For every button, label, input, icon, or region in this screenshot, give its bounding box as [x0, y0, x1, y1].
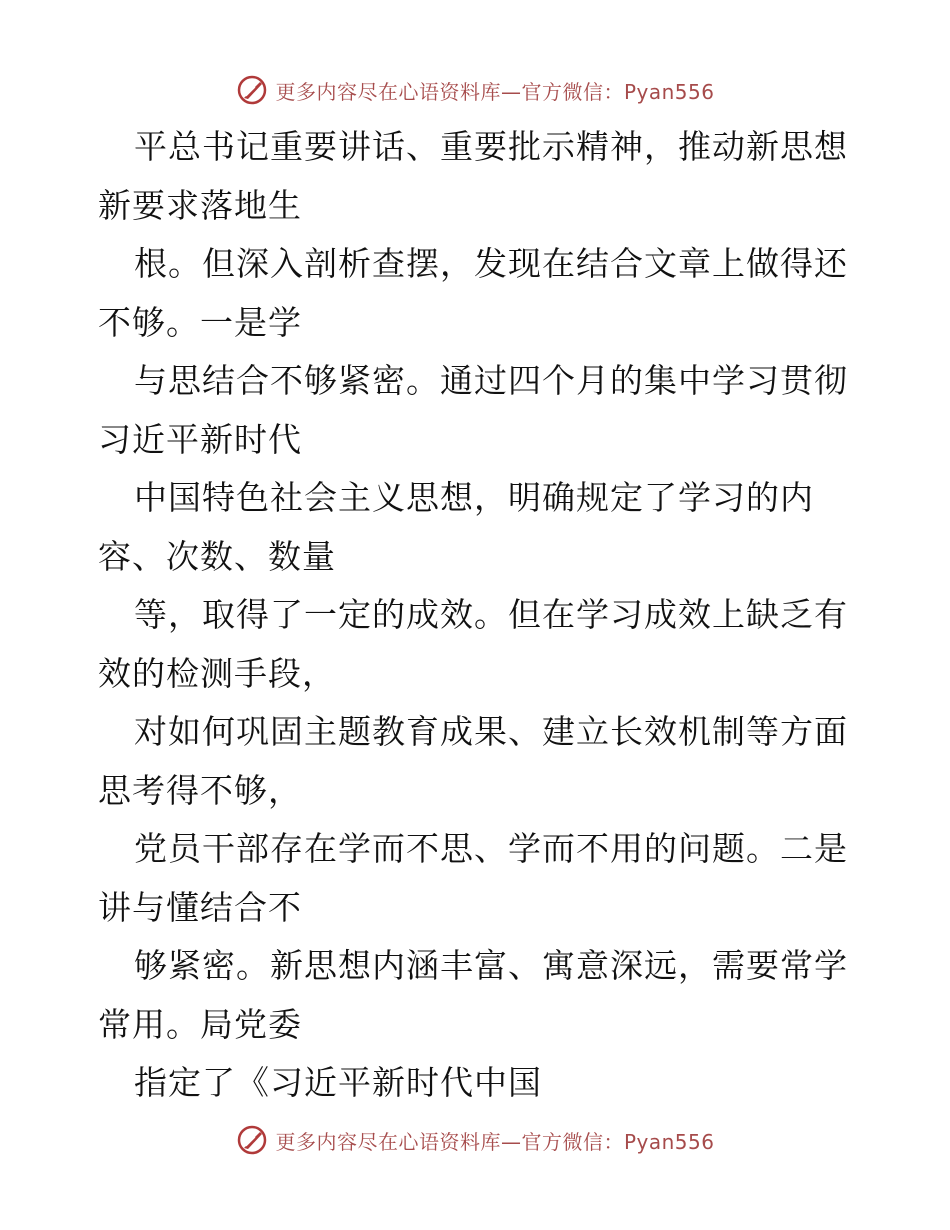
- text-line: 够紧密。新思想内涵丰富、寓意深远，需要常学: [134, 946, 848, 985]
- text-line: 指定了《习近平新时代中国: [134, 1063, 542, 1102]
- text-line: 根。但深入剖析查摆，发现在结合文章上做得还: [134, 244, 848, 283]
- text-line: 常用。局党委: [98, 1004, 302, 1044]
- quill-logo-icon: [235, 1123, 269, 1157]
- banner-text: 更多内容尽在心语资料库—官方微信：Pyan556: [275, 79, 715, 104]
- text-line: 党员干部存在学而不思、学而不用的问题。二是: [134, 829, 848, 868]
- text-line: 容、次数、数量: [98, 536, 336, 576]
- document-body: [98, 118, 858, 1113]
- text-line: 与思结合不够紧密。通过四个月的集中学习贯彻: [134, 361, 848, 400]
- text-line: 不够。一是学: [98, 302, 302, 342]
- text-line: 思考得不够，: [98, 770, 302, 810]
- text-line: 对如何巩固主题教育成果、建立长效机制等方面: [134, 712, 848, 751]
- quill-logo-icon: [235, 73, 269, 107]
- header-banner: [0, 70, 950, 110]
- text-line: 讲与懂结合不: [98, 887, 302, 927]
- banner-text: 更多内容尽在心语资料库—官方微信：Pyan556: [275, 1129, 715, 1154]
- text-line: 平总书记重要讲话、重要批示精神，推动新思想: [134, 127, 848, 166]
- text-line: 习近平新时代: [98, 419, 302, 459]
- text-line: 新要求落地生: [98, 185, 302, 225]
- text-line: 效的检测手段，: [98, 653, 336, 693]
- footer-banner: [0, 1120, 950, 1160]
- text-line: 等，取得了一定的成效。但在学习成效上缺乏有: [134, 595, 848, 634]
- text-line: 中国特色社会主义思想，明确规定了学习的内: [134, 478, 814, 517]
